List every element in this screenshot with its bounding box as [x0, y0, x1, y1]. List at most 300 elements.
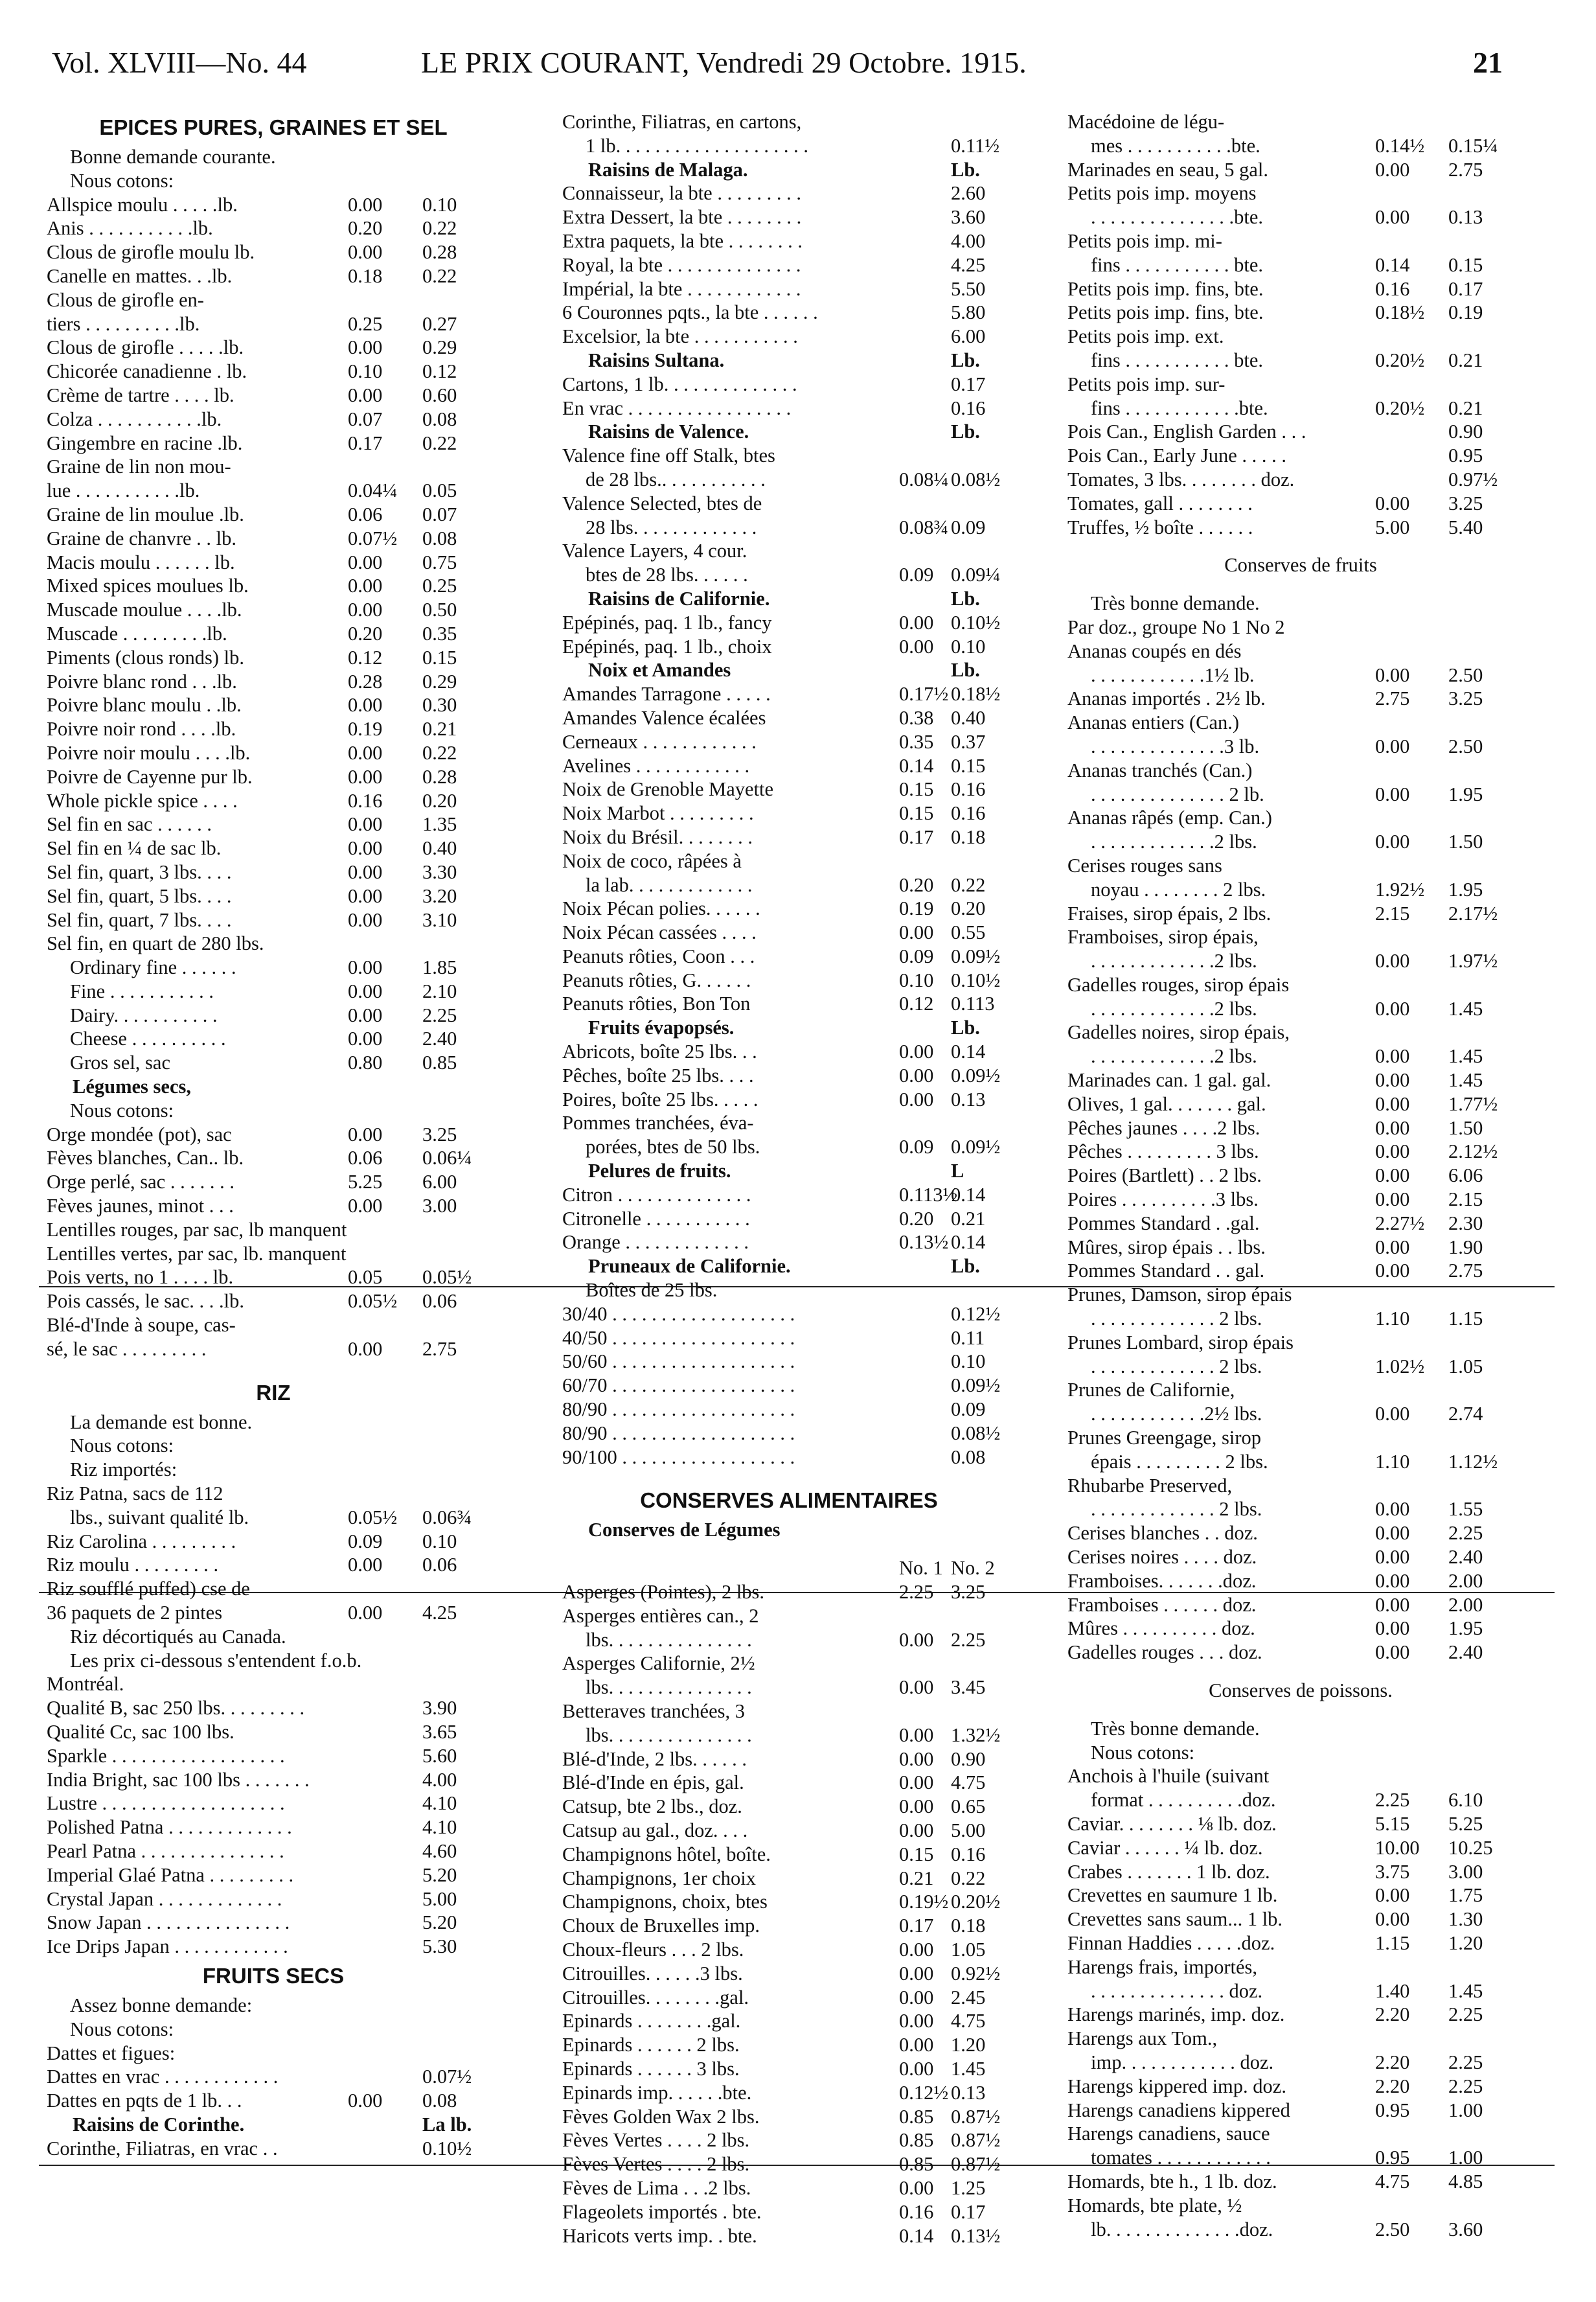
price-low: 5.00: [1375, 516, 1410, 538]
price-low: 0.85: [899, 2129, 934, 2152]
item-label: Lentilles rouges, par sac, lb manquent: [47, 1218, 347, 1241]
item-label: Cerises blanches . . doz.: [1067, 1522, 1258, 1545]
price-high: 5.80: [951, 301, 986, 324]
price-high: 3.20: [422, 884, 457, 907]
item-label: Pêches, boîte 25 lbs. . . .: [562, 1064, 754, 1087]
item-label: Pois verts, no 1 . . . . lb.: [47, 1266, 234, 1289]
item-label: Noix de coco, râpées à: [562, 849, 742, 872]
price-high: 1.35: [422, 813, 457, 836]
price-high: Lb.: [951, 659, 980, 682]
price-low: 0.16: [899, 2200, 934, 2223]
item-label: Gingembre en racine .lb.: [47, 432, 243, 454]
price-low: 0.16: [348, 789, 383, 812]
price-low: 0.00: [1375, 492, 1410, 514]
price-line: [562, 1723, 1016, 1747]
price-line: [47, 264, 500, 288]
item-label: Très bonne demande.: [1091, 1717, 1260, 1740]
price-high: 0.28: [422, 241, 457, 264]
price-line: [47, 1170, 500, 1194]
item-label: Valence Layers, 4 cour.: [562, 540, 747, 562]
item-label: Fèves Vertes . . . . 2 lbs.: [562, 2153, 750, 2176]
item-label: India Bright, sac 100 lbs . . . . . . .: [47, 1768, 310, 1791]
price-high: Lb.: [951, 1017, 980, 1039]
heading-text: Raisins de Californie.: [588, 587, 770, 610]
price-line: [562, 1938, 1016, 1962]
price-high: 4.10: [422, 1816, 457, 1839]
item-label: Tomates, gall . . . . . . . .: [1067, 492, 1253, 514]
price-line: [1067, 444, 1534, 468]
item-label: Citrouilles. . . . . . . .gal.: [562, 1986, 749, 2008]
price-line: [1067, 759, 1534, 783]
price-line: [1067, 1812, 1534, 1836]
item-label: Pommes Standard . .gal.: [1067, 1212, 1260, 1234]
price-high: 0.12: [422, 360, 457, 383]
item-label: En vrac . . . . . . . . . . . . . . . . .: [562, 397, 792, 419]
price-high: 1.95: [1448, 878, 1483, 901]
price-high: 1.00: [1448, 2099, 1483, 2121]
price-line: [1067, 1741, 1534, 1765]
heading-text: FRUITS SECS: [202, 1963, 345, 1988]
price-line: [562, 397, 1016, 420]
item-label: Cerises rouges sans: [1067, 854, 1222, 877]
price-high: 0.97½: [1448, 468, 1498, 490]
price-high: 0.87½: [951, 2153, 1001, 2176]
price-high: 4.75: [951, 2010, 986, 2032]
item-label: Riz décortiqués au Canada.: [70, 1625, 286, 1648]
price-low: 2.25: [1375, 1789, 1410, 1812]
price-low: 0.00: [1375, 1045, 1410, 1068]
price-high: 0.13: [951, 2081, 986, 2104]
price-low: 0.00: [1375, 1617, 1410, 1640]
price-line: [47, 2065, 500, 2089]
price-high: 0.10: [422, 1530, 457, 1552]
price-line: [562, 373, 1016, 397]
spacer: [1067, 1703, 1534, 1717]
item-label: 50/60 . . . . . . . . . . . . . . . . . . .: [562, 1350, 795, 1373]
item-label: Choux de Bruxelles imp.: [562, 1915, 760, 1937]
heading-text: Raisins de Malaga.: [588, 158, 748, 181]
price-high: 0.95: [1448, 444, 1483, 467]
price-line: [562, 777, 1016, 801]
price-high: 1.00: [1448, 2147, 1483, 2169]
price-low: 1.40: [1375, 1979, 1410, 2002]
price-high: 0.15: [951, 754, 986, 777]
item-label: . . . . . . . . . . . . .2 lbs.: [1091, 997, 1257, 1020]
item-label: Crystal Japan . . . . . . . . . . . . .: [47, 1887, 282, 1910]
price-line: [47, 1601, 500, 1625]
item-label: Pommes Standard . . gal.: [1067, 1260, 1265, 1282]
price-line: [47, 1791, 500, 1815]
price-line: [562, 1421, 1016, 1445]
price-line: [1067, 973, 1534, 997]
item-label: Whole pickle spice . . . .: [47, 789, 238, 812]
item-label: Canelle en mattes. . .lb.: [47, 264, 233, 287]
price-high: 0.16: [951, 778, 986, 801]
item-label: Flageolets importés . bte.: [562, 2200, 762, 2223]
price-high: 0.20: [422, 789, 457, 812]
item-label: Epinards imp. . . . . .bte.: [562, 2081, 752, 2104]
price-high: 2.25: [1448, 2051, 1483, 2073]
price-low: 0.00: [1375, 735, 1410, 757]
price-low: No. 1: [899, 1557, 943, 1580]
item-label: Ice Drips Japan . . . . . . . . . . . .: [47, 1935, 288, 1958]
item-label: Fèves jaunes, minot . . .: [47, 1195, 234, 1217]
heading-text: Fruits évapopsés.: [588, 1017, 735, 1039]
item-label: Citron . . . . . . . . . . . . . .: [562, 1183, 751, 1206]
price-low: 0.00: [348, 575, 383, 597]
price-high: 0.50: [422, 599, 457, 621]
price-line: [1067, 1259, 1534, 1283]
price-line: [47, 860, 500, 884]
price-line: [47, 408, 500, 432]
price-line: [47, 932, 500, 956]
price-high: 1.50: [1448, 1116, 1483, 1139]
price-high: 2.45: [951, 1986, 986, 2008]
spacer: [1067, 577, 1534, 592]
item-label: 80/90 . . . . . . . . . . . . . . . . . . .: [562, 1421, 795, 1444]
item-label: Allspice moulu . . . . .lb.: [47, 193, 238, 216]
price-line: [1067, 1450, 1534, 1474]
item-label: Petits pois imp. sur-: [1067, 373, 1226, 395]
price-high: 1.90: [1448, 1236, 1483, 1258]
price-line: [562, 2057, 1016, 2081]
price-low: 0.00: [1375, 1164, 1410, 1187]
price-line: [562, 1088, 1016, 1112]
item-label: Epépinés, paq. 1 lb., fancy: [562, 611, 772, 634]
price-high: 0.21: [1448, 349, 1483, 371]
item-label: Snow Japan . . . . . . . . . . . . . . .: [47, 1911, 290, 1934]
item-label: Fine . . . . . . . . . . .: [70, 980, 214, 1002]
volume-number: Vol. XLVIII—No. 44: [52, 46, 307, 79]
price-line: [562, 635, 1016, 659]
price-low: 0.113½: [899, 1183, 958, 1206]
price-line: [1067, 1092, 1534, 1116]
item-label: Homards, bte h., 1 lb. doz.: [1067, 2170, 1277, 2193]
section-heading: [562, 420, 1016, 444]
price-low: 0.00: [899, 2034, 934, 2056]
price-low: 0.00: [348, 741, 383, 764]
price-line: [1067, 2075, 1534, 2099]
spacer: [1067, 539, 1534, 553]
price-high: 0.21: [951, 1207, 986, 1230]
item-label: épais . . . . . . . . . 2 lbs.: [1091, 1450, 1268, 1473]
price-line: [1067, 854, 1534, 878]
item-label: lbs., suivant qualité lb.: [70, 1506, 249, 1528]
price-line: [47, 503, 500, 527]
price-line: [1067, 902, 1534, 926]
price-line: [562, 849, 1016, 873]
price-low: 0.00: [348, 956, 383, 979]
price-low: 0.00: [348, 908, 383, 931]
price-line: [47, 2089, 500, 2113]
price-high: 6.10: [1448, 1789, 1483, 1812]
item-label: Asperges entières can., 2: [562, 1604, 759, 1627]
price-low: 1.02½: [1375, 1355, 1425, 1377]
price-line: [47, 1027, 500, 1051]
price-line: [562, 1747, 1016, 1771]
price-high: 1.55: [1448, 1498, 1483, 1521]
price-high: 0.17: [951, 373, 986, 395]
item-label: 30/40 . . . . . . . . . . . . . . . . . . .: [562, 1302, 795, 1325]
price-low: 0.00: [1375, 1546, 1410, 1569]
item-label: Bonne demande courante.: [70, 146, 276, 168]
price-line: [1067, 2003, 1534, 2027]
price-high: 0.90: [1448, 420, 1483, 443]
item-label: Citrouilles. . . . . .3 lbs.: [562, 1962, 743, 1985]
price-high: 3.30: [422, 860, 457, 883]
price-high: 3.25: [951, 1581, 986, 1604]
price-high: 5.30: [422, 1935, 457, 1958]
item-label: Sparkle . . . . . . . . . . . . . . . . . .: [47, 1744, 285, 1767]
item-label: Champignons, choix, btes: [562, 1891, 768, 1913]
section-heading: [47, 110, 500, 145]
item-label: Fraises, sirop épais, 2 lbs.: [1067, 902, 1271, 925]
price-high: 2.10: [422, 980, 457, 1002]
item-label: Petits pois imp. mi-: [1067, 229, 1222, 252]
price-high: Lb.: [951, 349, 980, 371]
price-low: 0.05: [348, 1266, 383, 1289]
item-label: Fèves blanches, Can.. lb.: [47, 1147, 244, 1169]
item-label: Extra Dessert, la bte . . . . . . . .: [562, 206, 802, 229]
price-line: [47, 1313, 500, 1337]
price-line: [47, 1410, 500, 1434]
price-line: [562, 134, 1016, 158]
price-line: [47, 1482, 500, 1506]
price-high: 1.45: [1448, 997, 1483, 1020]
price-high: 1.45: [1448, 1979, 1483, 2002]
price-line: [1067, 1068, 1534, 1092]
price-low: 0.00: [899, 611, 934, 634]
price-high: 0.18½: [951, 683, 1001, 706]
price-line: [1067, 1593, 1534, 1617]
price-low: 0.00: [348, 384, 383, 406]
price-low: 0.35: [899, 730, 934, 753]
price-line: [1067, 1521, 1534, 1545]
item-label: Fèves de Lima . . .2 lbs.: [562, 2176, 751, 2199]
item-label: Truffes, ½ boîte . . . . . .: [1067, 516, 1253, 538]
price-high: 0.10: [422, 193, 457, 216]
item-label: Riz importés:: [70, 1458, 177, 1481]
price-low: 0.00: [348, 694, 383, 717]
price-low: 0.12: [899, 993, 934, 1015]
price-line: [47, 1815, 500, 1839]
item-label: Gadelles rouges, sirop épais: [1067, 973, 1290, 996]
price-line: [562, 730, 1016, 754]
item-label: Framboises . . . . . . doz.: [1067, 1593, 1257, 1616]
price-low: 0.00: [899, 1041, 934, 1063]
price-high: 0.55: [951, 921, 986, 944]
price-line: [47, 1911, 500, 1935]
price-line: [47, 1625, 500, 1649]
price-line: [47, 1265, 500, 1289]
price-high: 0.05: [422, 479, 457, 502]
item-label: Blé-d'Inde à soupe, cas-: [47, 1314, 236, 1337]
item-label: lb. . . . . . . . . . . . . .doz.: [1091, 2218, 1273, 2240]
price-high: 0.21: [422, 718, 457, 741]
price-line: [47, 1242, 500, 1266]
price-high: 0.09: [951, 516, 986, 538]
item-label: fins . . . . . . . . . . . bte.: [1091, 349, 1264, 371]
price-line: [1067, 397, 1534, 420]
item-label: lue . . . . . . . . . . .lb.: [47, 479, 200, 502]
price-high: 3.25: [1448, 687, 1483, 710]
price-line: [47, 1458, 500, 1482]
price-high: 0.29: [422, 336, 457, 359]
price-high: 0.22: [422, 432, 457, 454]
price-line: [47, 384, 500, 408]
item-label: Choux-fleurs . . . 2 lbs.: [562, 1938, 744, 1961]
spacer: [47, 1361, 500, 1375]
price-line: [1067, 1474, 1534, 1498]
price-low: 0.21: [899, 1867, 934, 1889]
item-label: Ananas coupés en dés: [1067, 639, 1242, 662]
item-label: btes de 28 lbs. . . . . .: [586, 564, 748, 586]
price-high: 1.50: [1448, 831, 1483, 853]
spacer: [562, 1542, 1016, 1556]
price-line: [562, 873, 1016, 897]
item-label: Poires (Bartlett) . . 2 lbs.: [1067, 1164, 1262, 1187]
price-line: [47, 1337, 500, 1361]
price-low: 0.04¼: [348, 479, 398, 502]
item-label: Blé-d'Inde, 2 lbs. . . . . .: [562, 1747, 747, 1770]
price-low: 0.09: [899, 564, 934, 586]
price-line: [562, 2128, 1016, 2152]
item-label: fins . . . . . . . . . . . .bte.: [1091, 397, 1268, 419]
price-high: Lb.: [951, 587, 980, 610]
item-label: Olives, 1 gal. . . . . . . gal.: [1067, 1092, 1266, 1115]
price-line: [47, 551, 500, 575]
item-label: Catsup au gal., doz. . . .: [562, 1819, 748, 1841]
price-high: 4.00: [951, 229, 986, 252]
price-line: [562, 1699, 1016, 1723]
price-high: 4.75: [951, 1771, 986, 1794]
price-high: 0.87½: [951, 2105, 1001, 2128]
price-line: [1067, 1236, 1534, 1260]
price-high: 4.25: [422, 1602, 457, 1624]
item-label: Extra paquets, la bte . . . . . . . .: [562, 229, 803, 252]
price-line: [47, 527, 500, 551]
price-high: 3.00: [1448, 1860, 1483, 1883]
item-label: Sel fin, en quart de 280 lbs.: [47, 932, 264, 955]
price-line: [1067, 110, 1534, 134]
price-line: [1067, 158, 1534, 182]
item-label: Graine de lin non mou-: [47, 455, 231, 478]
price-line: [47, 1194, 500, 1218]
publication-title: LE PRIX COURANT, Vendredi 29 Octobre. 1915.: [421, 46, 1027, 79]
item-label: Champignons, 1er choix: [562, 1867, 757, 1889]
item-label: tiers . . . . . . . . . .lb.: [47, 312, 200, 335]
price-line: [562, 1326, 1016, 1350]
price-high: 0.40: [422, 837, 457, 860]
item-label: Noix Marbot . . . . . . . . .: [562, 802, 754, 825]
price-line: [562, 468, 1016, 492]
heading-text: Légumes secs,: [73, 1076, 191, 1098]
price-line: [1067, 949, 1534, 973]
item-label: Petits pois imp. ext.: [1067, 325, 1224, 348]
price-high: 2.40: [1448, 1641, 1483, 1664]
price-high: 2.00: [1448, 1593, 1483, 1616]
item-label: 1 lb. . . . . . . . . . . . . . . . . . . .: [586, 134, 808, 157]
price-low: 0.00: [348, 336, 383, 359]
price-line: [562, 1278, 1016, 1302]
price-line: [47, 1218, 500, 1242]
price-low: 0.00: [1375, 1569, 1410, 1592]
item-label: Sel fin en ¼ de sac lb.: [47, 837, 222, 860]
item-label: Piments (clous ronds) lb.: [47, 646, 244, 669]
item-label: Haricots verts imp. . bte.: [562, 2224, 757, 2247]
price-low: 0.00: [899, 1064, 934, 1087]
item-label: Petits pois imp. fins, bte.: [1067, 301, 1264, 324]
price-line: [562, 1302, 1016, 1326]
item-label: Cartons, 1 lb. . . . . . . . . . . . . .: [562, 373, 797, 395]
price-line: [562, 897, 1016, 921]
price-line: [47, 574, 500, 598]
section-heading: [562, 587, 1016, 611]
price-high: 2.40: [1448, 1546, 1483, 1569]
section-heading: [47, 2113, 500, 2137]
price-high: 2.25: [1448, 2075, 1483, 2097]
item-label: Assez bonne demande:: [70, 1994, 253, 2016]
price-low: 0.00: [899, 1962, 934, 1985]
price-high: 0.22: [951, 873, 986, 896]
price-line: [562, 1556, 1016, 1580]
price-line: [47, 193, 500, 217]
price-line: [47, 884, 500, 908]
item-label: Macédoine de légu-: [1067, 111, 1225, 133]
item-label: Nous cotons:: [70, 1434, 174, 1457]
price-line: [47, 479, 500, 503]
item-label: sé, le sac . . . . . . . . .: [47, 1337, 207, 1360]
item-label: Sel fin, quart, 7 lbs. . . .: [47, 908, 232, 931]
price-high: 2.75: [422, 1337, 457, 1360]
item-label: Dattes en pqts de 1 lb. . .: [47, 2089, 242, 2112]
item-label: Finnan Haddies . . . . .doz.: [1067, 1931, 1275, 1954]
item-label: Les prix ci-dessous s'entendent f.o.b.: [70, 1649, 362, 1672]
price-low: 0.00: [348, 1028, 383, 1050]
price-line: [562, 2033, 1016, 2057]
price-line: [47, 1051, 500, 1075]
item-label: Prunes Lombard, sirop épais: [1067, 1331, 1294, 1353]
item-label: Pommes tranchées, éva-: [562, 1112, 754, 1134]
item-label: 36 paquets de 2 pintes: [47, 1602, 223, 1624]
item-label: Pêches jaunes . . . .2 lbs.: [1067, 1116, 1260, 1139]
price-high: 0.21: [1448, 397, 1483, 419]
item-label: Gros sel, sac: [70, 1052, 171, 1074]
item-label: Peanuts rôties, G. . . . . .: [562, 969, 751, 991]
price-line: [562, 563, 1016, 587]
item-label: Champignons hôtel, boîte.: [562, 1843, 771, 1865]
item-label: Crabes . . . . . . . 1 lb. doz.: [1067, 1860, 1270, 1883]
price-low: 0.09: [348, 1530, 383, 1552]
price-line: [562, 205, 1016, 229]
price-line: [562, 277, 1016, 301]
price-low: 0.00: [348, 1602, 383, 1624]
price-low: 0.19: [348, 718, 383, 741]
price-low: 0.00: [1375, 1908, 1410, 1931]
price-line: [562, 1111, 1016, 1135]
item-label: Graine de lin moulue .lb.: [47, 503, 244, 525]
price-line: [47, 240, 500, 264]
price-high: 3.10: [422, 908, 457, 931]
price-low: 0.00: [1375, 1140, 1410, 1163]
price-high: 0.85: [422, 1052, 457, 1074]
price-high: 0.10½: [422, 2137, 472, 2159]
price-line: [1067, 229, 1534, 253]
item-label: . . . . . . . . . . . . .2 lbs.: [1091, 831, 1257, 853]
item-label: mes . . . . . . . . . . .bte.: [1091, 134, 1260, 157]
price-low: 0.00: [899, 1088, 934, 1111]
price-high: 2.17½: [1448, 902, 1498, 925]
